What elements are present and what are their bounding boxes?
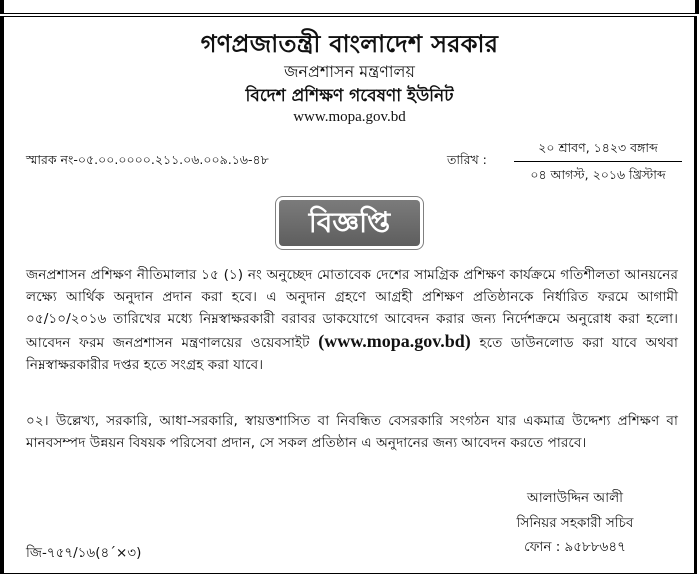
header-website: www.mopa.gov.bd xyxy=(293,109,406,125)
top-border-strip xyxy=(0,0,699,14)
ministry-name: জনপ্রশাসন মন্ত্রণালয় xyxy=(284,62,415,81)
signatory-phone: ফোন : ৯৫৮৮৬৪৭ xyxy=(524,539,626,555)
signatory-name: আলাউদ্দিন আলী xyxy=(526,490,624,506)
date-label: তারিখ : xyxy=(447,152,487,167)
top-strip-right-edge xyxy=(695,0,699,14)
notice-title-badge: বিজ্ঞপ্তি xyxy=(279,200,420,246)
memo-reference: স্মারক নং-০৫.০০.০০০০.২১১.০৬.০০৯.১৬-৪৮ xyxy=(26,152,269,167)
date-english: ০৪ আগস্ট, ২০১৬ খ্রিস্টাব্দ xyxy=(530,167,666,182)
top-strip-left-edge xyxy=(0,0,4,14)
date-bangla: ২০ শ্রাবণ, ১৪২৩ বঙ্গাব্দ xyxy=(538,140,658,155)
government-title: গণপ্রজাতন্ত্রী বাংলাদেশ সরকার xyxy=(200,30,499,58)
p1-text-start: জনপ্রশাসন প্রশিক্ষণ নীতিমালার ১৫ (১) নং অনুচ্ছেদ মোতাবেক দেশের সামগ্রিক প্রশিক্ষণ কার্যক্রমে গতিশীলতা আনয়নের লক্ষ্যে আর্থিক অনুদান প্রদান করা হবে। এ অনুদান গ্রহণে আগ্রহী প্রশিক্ষণ প্রতিষ্ঠানকে নির্ধারিত ফরমে আগামী ০৫/১০/২০১৬ তারিখের মধ্যে নিম্নস্বাক্ষরকারী বরাবর ডাকযোগে আবেদন করার জন্য নির্দেশক্রমে অনুরোধ করা হলো। আবেদন ফরম জনপ্রশাসন মন্ত্রণালয়ের ওয়েবসাইট xyxy=(26,267,678,351)
website-link: (www.mopa.gov.bd) xyxy=(318,331,471,351)
body-paragraph-2: ০২। উল্লেখ্য, সরকারি, আধা-সরকারি, স্বায়ত্তশাসিত বা নিবন্ধিত বেসরকারি সংগঠন যার একমাত্র উদ্দেশ্য প্রশিক্ষণ বা মানবসম্পদ উন্নয়ন বিষয়ক পরিসেবা প্রদান, সে সকল প্রতিষ্ঠান এ অনুদানের জন্য আবেদন করতে পারবে। xyxy=(26,413,678,451)
body-paragraph-1 xyxy=(26,264,678,376)
unit-name: বিদেশ প্রশিক্ষণ গবেষণা ইউনিট xyxy=(245,86,454,106)
p1-text-end: হতে ডাউনলোড করা যাবে অথবা নিম্নস্বাক্ষরকারীর দপ্তর হতে সংগ্রহ করা যাবে। xyxy=(26,335,678,373)
date-divider xyxy=(514,161,682,162)
footer-code: জি-৭৫৭/১৬(৪´×৩) xyxy=(26,545,142,561)
signatory-designation: সিনিয়র সহকারী সচিব xyxy=(516,515,634,531)
